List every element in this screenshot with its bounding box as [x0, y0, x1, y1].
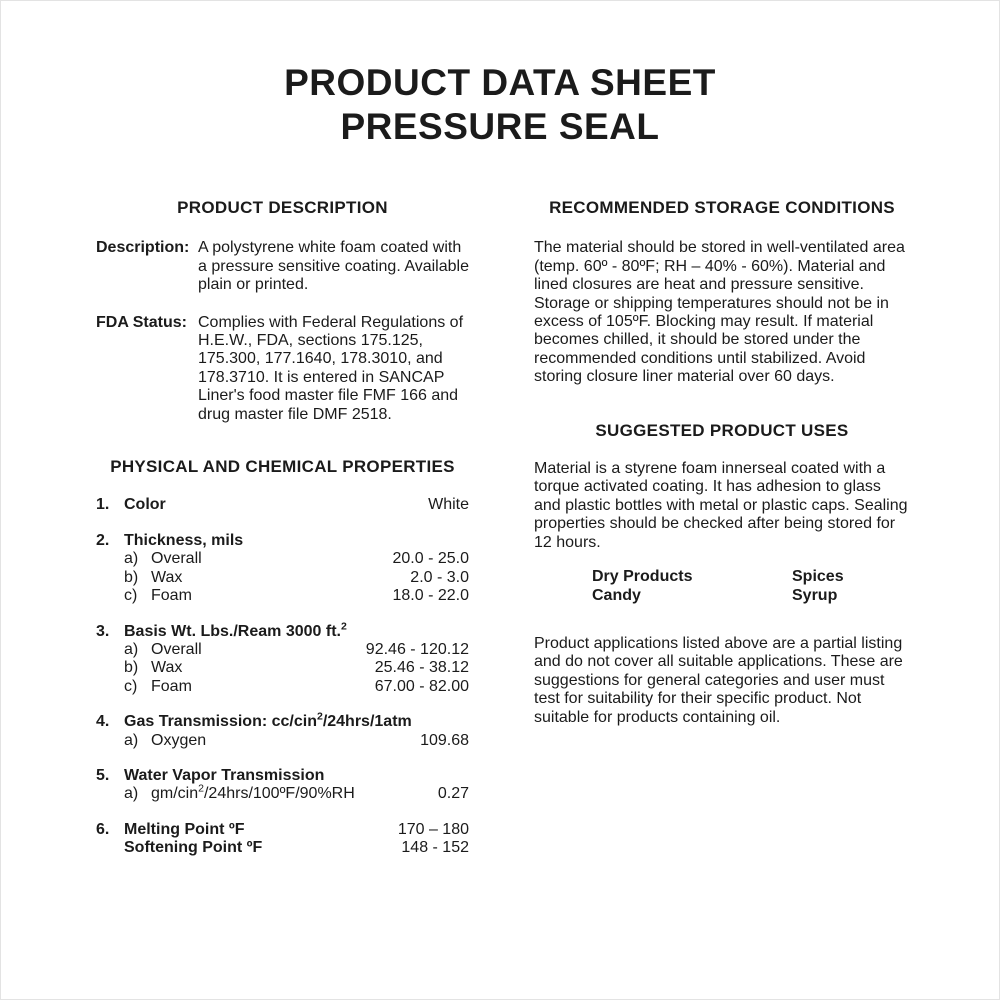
property-label-sup: 2: [340, 620, 347, 633]
sub-key: a): [124, 785, 139, 803]
property-label: [124, 710, 469, 731]
property-subrow: [96, 732, 469, 750]
property-number-spacer: [96, 839, 124, 857]
sub-value: 20.0 - 25.0: [392, 550, 469, 568]
page-title: [1, 61, 999, 149]
product-description-heading: PRODUCT DESCRIPTION: [177, 198, 388, 217]
fda-status-label: FDA Status:: [96, 313, 187, 331]
property-subrow: [96, 569, 469, 587]
property-number: 4.: [96, 713, 110, 731]
use-item: Spices: [792, 568, 844, 586]
property-melting-point: [96, 821, 469, 858]
property-subrow: [96, 785, 469, 803]
property-row: [96, 821, 469, 839]
use-item: Syrup: [792, 586, 838, 604]
sub-value: 18.0 - 22.0: [392, 587, 469, 605]
property-label-sup: 2: [316, 710, 323, 723]
uses-row: [592, 568, 910, 586]
sub-name: Overall: [151, 550, 202, 568]
sub-key: a): [124, 550, 139, 568]
property-number: 3.: [96, 622, 110, 640]
sub-name: Oxygen: [151, 731, 207, 749]
suggested-uses-text: Material is a styrene foam innerseal coated with a torque activated coating. It has adhesion to glass and plastic bottles with metal or plastic caps. Sealing properties should be checked after being stored for 12 hours.: [534, 460, 908, 551]
property-number: 2.: [96, 531, 110, 549]
applications-disclaimer-text: Product applications listed above are a partial listing and do not cover all suitable applications. These are suggestions for general categories and user must test for suitability for their specific product. Not suitable for products containing oil.: [534, 634, 903, 726]
page-title-line2: PRESSURE SEAL: [340, 106, 660, 147]
description-label: Description:: [96, 239, 190, 257]
uses-row: [592, 587, 910, 605]
suggested-uses-heading: SUGGESTED PRODUCT USES: [595, 420, 849, 440]
sub-value: 109.68: [420, 731, 469, 749]
right-column: [534, 199, 910, 727]
property-thickness: [96, 532, 469, 606]
sub-value: 0.27: [437, 785, 469, 803]
sub-key: b): [124, 659, 139, 677]
sub-name: Wax: [151, 659, 183, 677]
left-column: [96, 199, 469, 875]
property-label: Softening Point ºF: [124, 839, 263, 857]
property-number: 5.: [96, 766, 110, 784]
property-row: [96, 532, 469, 550]
storage-conditions-heading: RECOMMENDED STORAGE CONDITIONS: [549, 198, 895, 217]
storage-conditions-text: The material should be stored in well-ventilated area (temp. 60º - 80ºF; RH – 40% - 60%). Material and lined closures are heat and pressure sensitive. Storage or shipping temperatures should not be in excess of 105ºF. Blocking may result. If material becomes chilled, it should be stored under the recommended conditions until stabilized. Avoid storing closure liner material over 60 days.: [534, 239, 905, 386]
property-water-vapor: [96, 767, 469, 804]
use-item: Candy: [592, 586, 641, 604]
property-value: 170 – 180: [397, 820, 469, 838]
sub-name: Overall: [151, 640, 202, 658]
property-color: [96, 496, 469, 514]
property-subrow: [96, 550, 469, 568]
sub-value: 67.00 - 82.00: [374, 677, 469, 695]
sub-key: a): [124, 731, 139, 749]
property-gas-transmission: [96, 710, 469, 750]
page-title-line1: PRODUCT DATA SHEET: [284, 62, 716, 103]
property-subrow: [96, 641, 469, 659]
sub-name-text: gm/cin: [151, 785, 199, 803]
property-number: 6.: [96, 820, 110, 838]
sub-key: b): [124, 568, 139, 586]
property-row: [96, 710, 469, 731]
property-row: [96, 496, 469, 514]
property-subrow: [96, 587, 469, 605]
description-text: A polystyrene white foam coated with a pressure sensitive coating. Available plain or printed.: [198, 239, 469, 294]
description-entry: [96, 239, 469, 294]
sub-name: Wax: [151, 568, 183, 586]
property-row: [96, 620, 469, 641]
property-label-text: Basis Wt. Lbs./Ream 3000 ft.: [124, 622, 341, 640]
property-label: Color: [124, 496, 166, 514]
property-value: 148 - 152: [401, 839, 469, 857]
property-row: [96, 767, 469, 785]
sub-name-post: /24hrs/100ºF/90%RH: [203, 785, 355, 803]
properties-heading: PHYSICAL AND CHEMICAL PROPERTIES: [110, 457, 455, 477]
sub-value: 2.0 - 3.0: [410, 568, 469, 586]
property-value: White: [428, 496, 469, 514]
property-label: Thickness, mils: [124, 531, 244, 549]
fda-status-entry: [96, 314, 469, 424]
property-label: Melting Point ºF: [124, 820, 245, 838]
sub-name-sup: 2: [198, 783, 204, 796]
sub-key: a): [124, 640, 139, 658]
use-item: Dry Products: [592, 568, 693, 586]
sub-name: [151, 785, 432, 803]
property-subrow: [96, 678, 469, 696]
property-basis-weight: [96, 620, 469, 697]
property-label-text: Gas Transmission: cc/cin: [124, 713, 317, 731]
property-subrow: [96, 659, 469, 677]
sub-key: c): [124, 677, 138, 695]
property-label-post: /24hrs/1atm: [322, 713, 412, 731]
property-row-softening: [96, 839, 469, 857]
fda-status-text: Complies with Federal Regulations of H.E.W., FDA, sections 175.125, 175.300, 177.1640, 178.3010, and 178.3710. It is entered in SANCAP Liner's food master file FMF 166 and drug master file DMF 2518.: [198, 313, 464, 423]
sub-value: 25.46 - 38.12: [374, 659, 469, 677]
property-label: Water Vapor Transmission: [124, 766, 325, 784]
sub-value: 92.46 - 120.12: [365, 640, 469, 658]
suggested-uses-list: [534, 568, 910, 605]
sub-key: c): [124, 587, 138, 605]
sub-name: Foam: [151, 587, 192, 605]
property-label: [124, 620, 469, 641]
property-number: 1.: [96, 496, 110, 514]
sub-name: Foam: [151, 677, 192, 695]
